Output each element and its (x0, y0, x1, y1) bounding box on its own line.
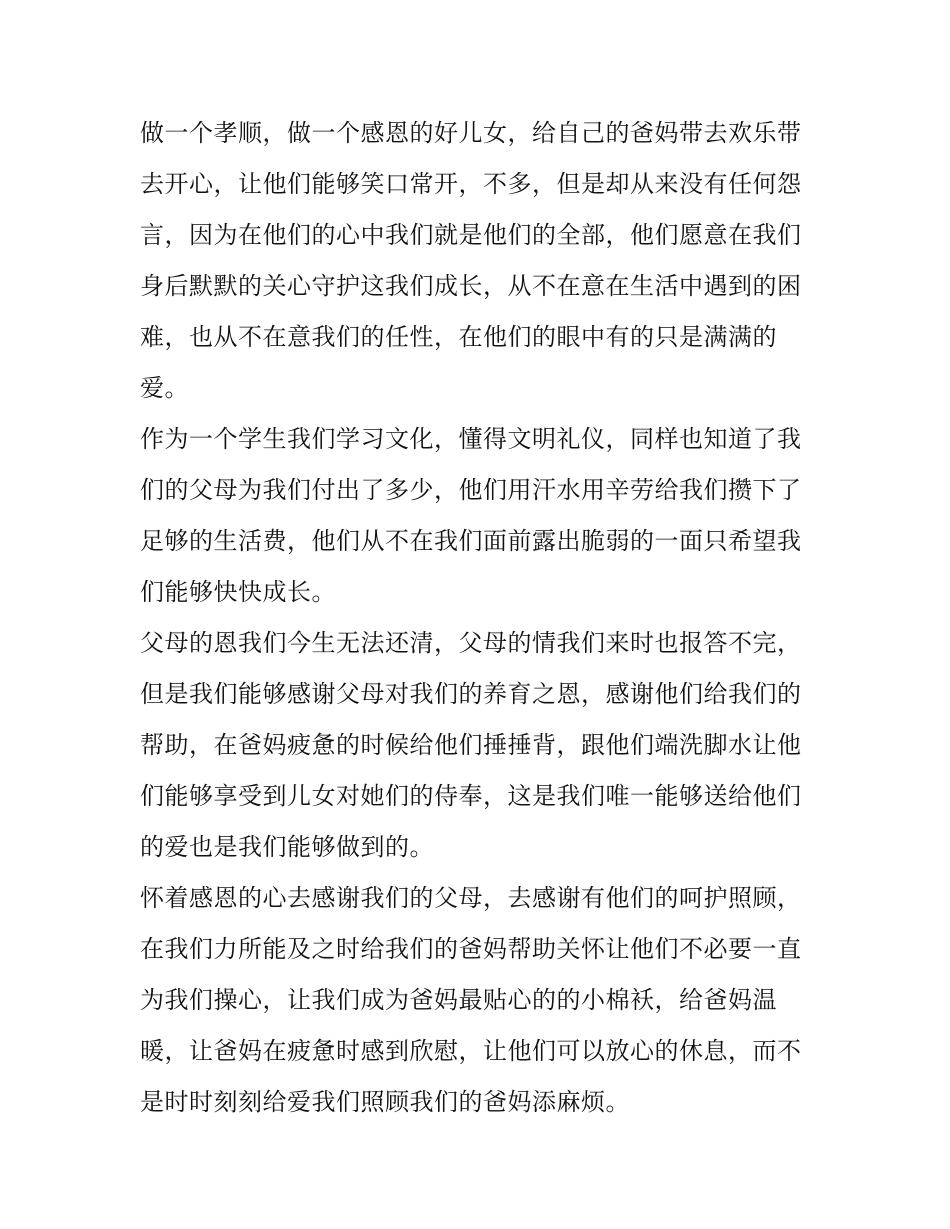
text-line: 爱。 (140, 374, 189, 402)
text-line: 们能够享受到儿女对她们的侍奉，这是我们唯一能够送给他们 (140, 782, 802, 810)
text-line: 足够的生活费，他们从不在我们面前露出脆弱的一面只希望我 (140, 527, 802, 555)
text-line: 暖，让爸妈在疲惫时感到欣慰，让他们可以放心的休息，而不 (140, 1037, 802, 1065)
text-line: 作为一个学生我们学习文化，懂得文明礼仪，同样也知道了我 (140, 425, 802, 453)
text-line: 言，因为在他们的心中我们就是他们的全部，他们愿意在我们 (140, 221, 802, 249)
paragraph-3 (140, 618, 820, 873)
text-line: 的爱也是我们能够做到的。 (140, 833, 434, 861)
text-line: 为我们操心，让我们成为爸妈最贴心的的小棉袄，给爸妈温 (140, 986, 777, 1014)
paragraph-2 (140, 414, 820, 618)
text-line: 帮助，在爸妈疲惫的时候给他们捶捶背，跟他们端洗脚水让他 (140, 731, 802, 759)
paragraph-4 (140, 873, 820, 1128)
text-line: 做一个孝顺，做一个感恩的好儿女，给自己的爸妈带去欢乐带 (140, 119, 802, 147)
text-line: 在我们力所能及之时给我们的爸妈帮助关怀让他们不必要一直 (140, 935, 802, 963)
text-line: 父母的恩我们今生无法还清，父母的情我们来时也报答不完， (140, 629, 802, 657)
text-line: 是时时刻刻给爱我们照顾我们的爸妈添麻烦。 (140, 1088, 630, 1116)
text-line: 难，也从不在意我们的任性，在他们的眼中有的只是满满的 (140, 323, 777, 351)
text-line: 们能够快快成长。 (140, 578, 336, 606)
paragraph-1 (140, 108, 820, 414)
text-line: 身后默默的关心守护这我们成长，从不在意在生活中遇到的困 (140, 272, 802, 300)
text-line: 们的父母为我们付出了多少，他们用汗水用辛劳给我们攒下了 (140, 476, 802, 504)
text-line: 但是我们能够感谢父母对我们的养育之恩，感谢他们给我们的 (140, 680, 802, 708)
document-body (140, 108, 820, 1128)
text-line: 怀着感恩的心去感谢我们的父母，去感谢有他们的呵护照顾， (140, 884, 802, 912)
text-line: 去开心，让他们能够笑口常开，不多，但是却从来没有任何怨 (140, 170, 802, 198)
